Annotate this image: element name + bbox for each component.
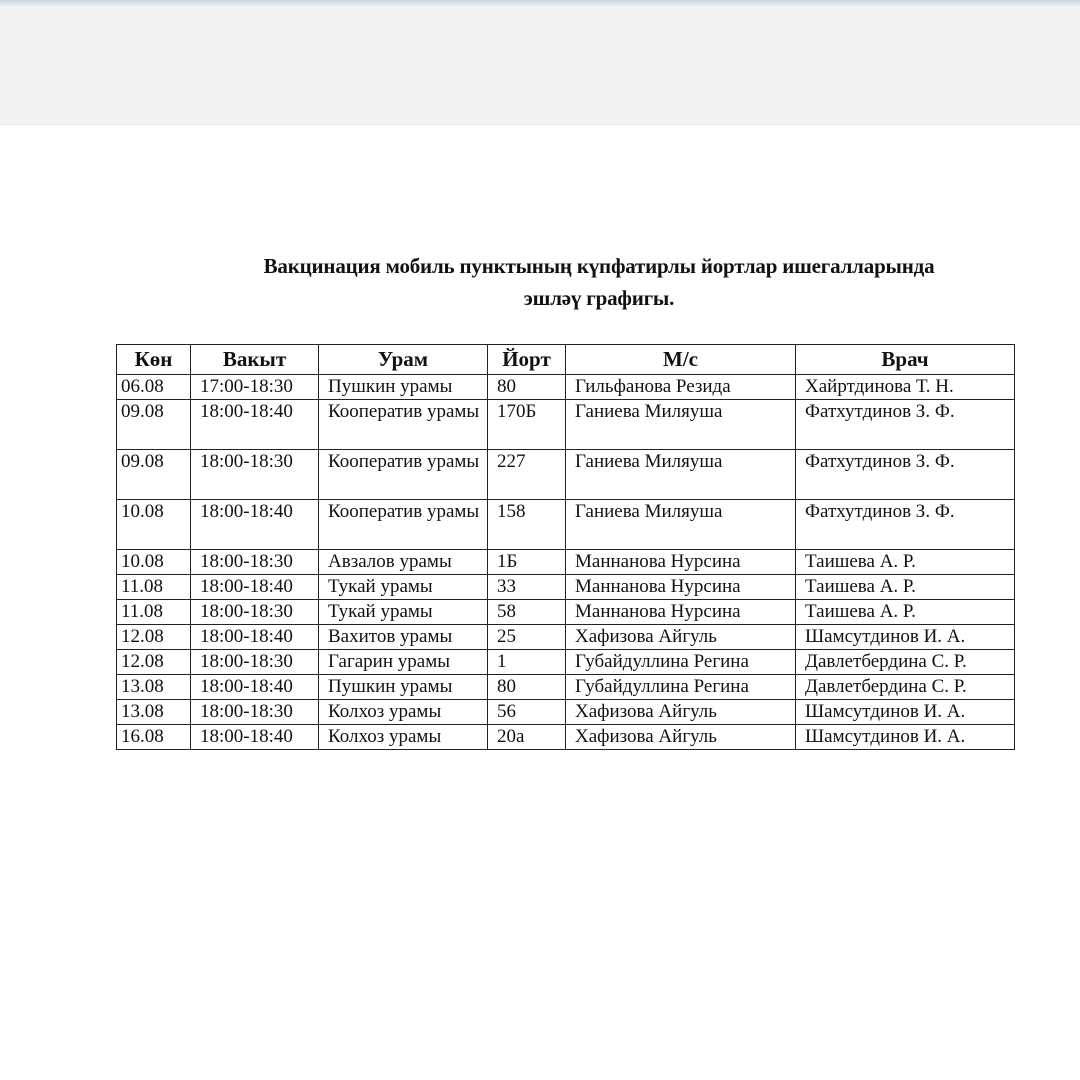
cell-time: 18:00-18:30 bbox=[191, 450, 319, 500]
cell-day: 10.08 bbox=[117, 550, 191, 575]
cell-time: 18:00-18:40 bbox=[191, 575, 319, 600]
cell-doctor: Таишева А. Р. bbox=[796, 600, 1015, 625]
cell-nurse: Маннанова Нурсина bbox=[566, 550, 796, 575]
cell-house: 80 bbox=[488, 675, 566, 700]
cell-street: Пушкин урамы bbox=[319, 675, 488, 700]
table-row bbox=[117, 725, 1015, 750]
table-row bbox=[117, 400, 1015, 450]
cell-street: Кооператив урамы bbox=[319, 400, 488, 450]
cell-house: 1Б bbox=[488, 550, 566, 575]
cell-day: 09.08 bbox=[117, 400, 191, 450]
cell-time: 18:00-18:40 bbox=[191, 725, 319, 750]
cell-doctor: Фатхутдинов З. Ф. bbox=[796, 500, 1015, 550]
cell-day: 10.08 bbox=[117, 500, 191, 550]
cell-street: Вахитов урамы bbox=[319, 625, 488, 650]
cell-street: Пушкин урамы bbox=[319, 375, 488, 400]
cell-nurse: Ганиева Миляуша bbox=[566, 450, 796, 500]
cell-time: 17:00-18:30 bbox=[191, 375, 319, 400]
header-time: Вакыт bbox=[191, 345, 319, 375]
cell-day: 12.08 bbox=[117, 650, 191, 675]
cell-house: 56 bbox=[488, 700, 566, 725]
title-line-1: Вакцинация мобиль пунктының күпфатирлы йортлар ишегалларында bbox=[263, 254, 935, 278]
cell-nurse: Ганиева Миляуша bbox=[566, 400, 796, 450]
cell-day: 13.08 bbox=[117, 700, 191, 725]
cell-nurse: Губайдуллина Регина bbox=[566, 650, 796, 675]
cell-doctor: Таишева А. Р. bbox=[796, 550, 1015, 575]
table-row bbox=[117, 550, 1015, 575]
cell-day: 11.08 bbox=[117, 575, 191, 600]
cell-day: 06.08 bbox=[117, 375, 191, 400]
table-row bbox=[117, 625, 1015, 650]
table-row bbox=[117, 600, 1015, 625]
cell-day: 09.08 bbox=[117, 450, 191, 500]
cell-time: 18:00-18:40 bbox=[191, 400, 319, 450]
header-house: Йорт bbox=[488, 345, 566, 375]
cell-day: 13.08 bbox=[117, 675, 191, 700]
cell-nurse: Хафизова Айгуль bbox=[566, 625, 796, 650]
cell-house: 58 bbox=[488, 600, 566, 625]
cell-doctor: Шамсутдинов И. А. bbox=[796, 725, 1015, 750]
cell-day: 12.08 bbox=[117, 625, 191, 650]
cell-nurse: Маннанова Нурсина bbox=[566, 600, 796, 625]
cell-day: 16.08 bbox=[117, 725, 191, 750]
cell-doctor: Шамсутдинов И. А. bbox=[796, 700, 1015, 725]
cell-house: 1 bbox=[488, 650, 566, 675]
cell-time: 18:00-18:30 bbox=[191, 600, 319, 625]
header-row bbox=[117, 345, 1015, 375]
header-day: Көн bbox=[117, 345, 191, 375]
document-title bbox=[116, 250, 1080, 314]
cell-time: 18:00-18:30 bbox=[191, 650, 319, 675]
cell-time: 18:00-18:30 bbox=[191, 550, 319, 575]
cell-time: 18:00-18:40 bbox=[191, 500, 319, 550]
cell-house: 227 bbox=[488, 450, 566, 500]
cell-doctor: Давлетбердина С. Р. bbox=[796, 675, 1015, 700]
cell-nurse: Гильфанова Резида bbox=[566, 375, 796, 400]
header-nurse: М/с bbox=[566, 345, 796, 375]
cell-nurse: Хафизова Айгуль bbox=[566, 700, 796, 725]
cell-street: Тукай урамы bbox=[319, 600, 488, 625]
table-row bbox=[117, 500, 1015, 550]
header-doctor: Врач bbox=[796, 345, 1015, 375]
cell-doctor: Фатхутдинов З. Ф. bbox=[796, 400, 1015, 450]
cell-street: Колхоз урамы bbox=[319, 700, 488, 725]
title-line-2: эшләү графигы. bbox=[523, 286, 675, 310]
cell-day: 11.08 bbox=[117, 600, 191, 625]
cell-doctor: Фатхутдинов З. Ф. bbox=[796, 450, 1015, 500]
cell-house: 25 bbox=[488, 625, 566, 650]
cell-doctor: Хайртдинова Т. Н. bbox=[796, 375, 1015, 400]
cell-house: 20а bbox=[488, 725, 566, 750]
cell-street: Авзалов урамы bbox=[319, 550, 488, 575]
cell-doctor: Шамсутдинов И. А. bbox=[796, 625, 1015, 650]
cell-street: Гагарин урамы bbox=[319, 650, 488, 675]
cell-house: 170Б bbox=[488, 400, 566, 450]
table-row bbox=[117, 450, 1015, 500]
cell-street: Тукай урамы bbox=[319, 575, 488, 600]
cell-house: 33 bbox=[488, 575, 566, 600]
table-row bbox=[117, 650, 1015, 675]
cell-time: 18:00-18:40 bbox=[191, 625, 319, 650]
cell-house: 80 bbox=[488, 375, 566, 400]
cell-nurse: Хафизова Айгуль bbox=[566, 725, 796, 750]
viewer-top-bar bbox=[0, 0, 1080, 125]
cell-time: 18:00-18:40 bbox=[191, 675, 319, 700]
cell-doctor: Давлетбердина С. Р. bbox=[796, 650, 1015, 675]
schedule-table bbox=[116, 344, 1015, 750]
cell-street: Кооператив урамы bbox=[319, 500, 488, 550]
cell-street: Колхоз урамы bbox=[319, 725, 488, 750]
cell-nurse: Губайдуллина Регина bbox=[566, 675, 796, 700]
table-row bbox=[117, 375, 1015, 400]
cell-nurse: Маннанова Нурсина bbox=[566, 575, 796, 600]
cell-nurse: Ганиева Миляуша bbox=[566, 500, 796, 550]
cell-house: 158 bbox=[488, 500, 566, 550]
header-street: Урам bbox=[319, 345, 488, 375]
table-row bbox=[117, 575, 1015, 600]
cell-doctor: Таишева А. Р. bbox=[796, 575, 1015, 600]
table-row bbox=[117, 700, 1015, 725]
cell-time: 18:00-18:30 bbox=[191, 700, 319, 725]
cell-street: Кооператив урамы bbox=[319, 450, 488, 500]
table-row bbox=[117, 675, 1015, 700]
